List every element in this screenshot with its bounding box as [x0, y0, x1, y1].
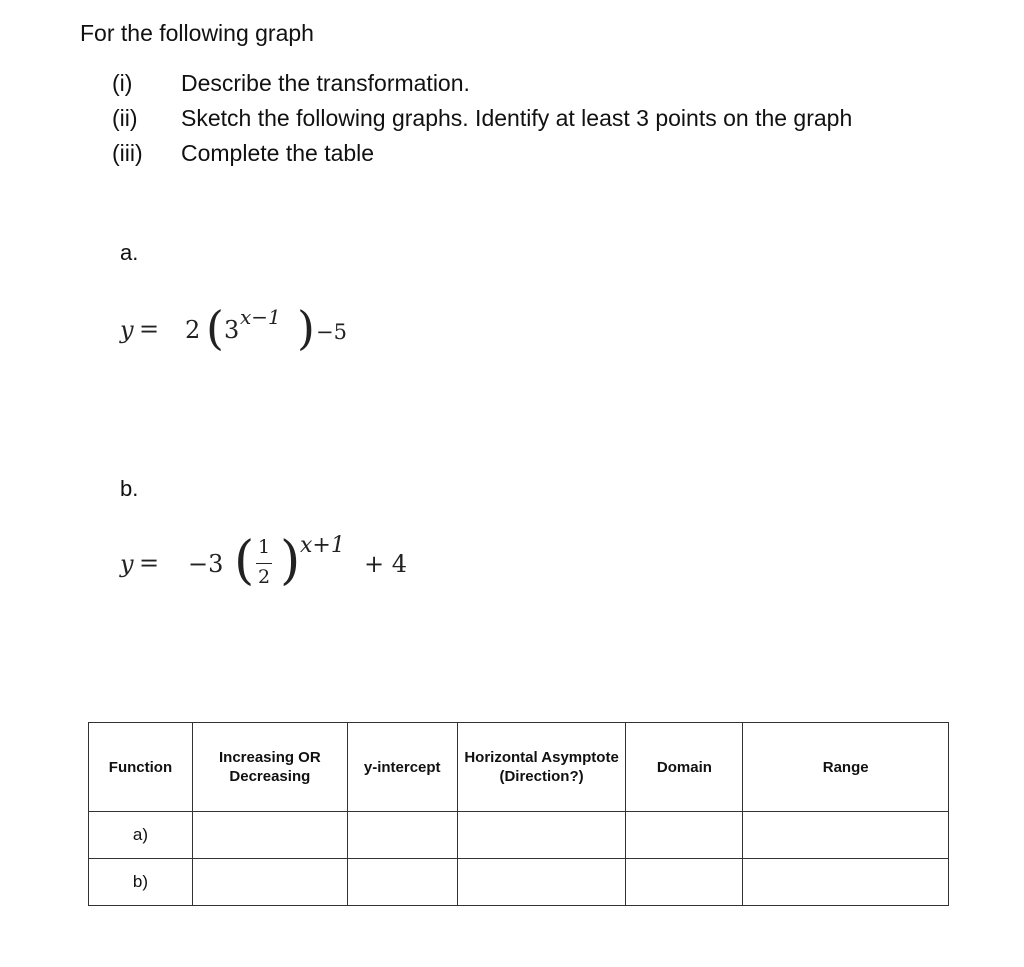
instruction-text-2: Sketch the following graphs. Identify at least 3 points on the graph [181, 105, 853, 131]
instruction-num-3: (iii) [112, 140, 143, 166]
row-b-range-cell[interactable] [743, 859, 949, 906]
eq-a-lhs: y [120, 316, 134, 344]
part-b-label: b. [120, 476, 139, 501]
header-horizontal-asymptote: Horizontal Asymptote (Direction?) [457, 723, 626, 812]
eq-b-tail: + 4 [364, 550, 408, 578]
row-a-range-cell[interactable] [743, 812, 949, 859]
eq-b-frac-bar [256, 563, 272, 564]
row-b-function: b) [89, 859, 193, 906]
table-header-row [89, 723, 949, 812]
eq-b-frac-den: 2 [258, 566, 271, 588]
part-a-label: a. [120, 240, 139, 265]
eq-b-frac-num: 1 [258, 536, 271, 558]
eq-a-coef: 2 [185, 316, 201, 344]
eq-a-tail: −5 [316, 320, 347, 344]
eq-b-equals: = [139, 549, 160, 577]
header-range: Range [743, 723, 949, 812]
instruction-text-1: Describe the transformation. [181, 70, 470, 96]
eq-a-base: 3 [224, 316, 240, 344]
header-function: Function [89, 723, 193, 812]
table-row [89, 812, 949, 859]
row-a-function: a) [89, 812, 193, 859]
eq-b-left-paren: ( [234, 531, 255, 591]
row-b-increasing-cell[interactable] [192, 859, 347, 906]
instruction-text-3: Complete the table [181, 140, 375, 166]
row-a-asymptote-cell[interactable] [457, 812, 626, 859]
eq-a-equals: = [139, 315, 160, 343]
eq-b-coef: −3 [188, 550, 224, 578]
instruction-num-2: (ii) [112, 105, 138, 131]
intro-text: For the following graph [80, 20, 314, 46]
row-b-y-intercept-cell[interactable] [347, 859, 457, 906]
eq-b-right-paren: ) [280, 531, 301, 591]
instruction-num-1: (i) [112, 70, 133, 96]
row-a-increasing-cell[interactable] [192, 812, 347, 859]
header-y-intercept: y-intercept [347, 723, 457, 812]
row-b-asymptote-cell[interactable] [457, 859, 626, 906]
eq-b-lhs: y [120, 550, 134, 578]
row-a-domain-cell[interactable] [626, 812, 743, 859]
header-domain: Domain [626, 723, 743, 812]
row-a-y-intercept-cell[interactable] [347, 812, 457, 859]
table-row [89, 859, 949, 906]
eq-a-left-paren: ( [206, 301, 224, 355]
properties-table [88, 722, 949, 906]
header-increasing-decreasing: Increasing OR Decreasing [192, 723, 347, 812]
eq-a-right-paren: ) [297, 301, 315, 355]
eq-b-exponent: x+1 [300, 533, 345, 558]
eq-a-exponent: x−1 [240, 305, 281, 329]
row-b-domain-cell[interactable] [626, 859, 743, 906]
